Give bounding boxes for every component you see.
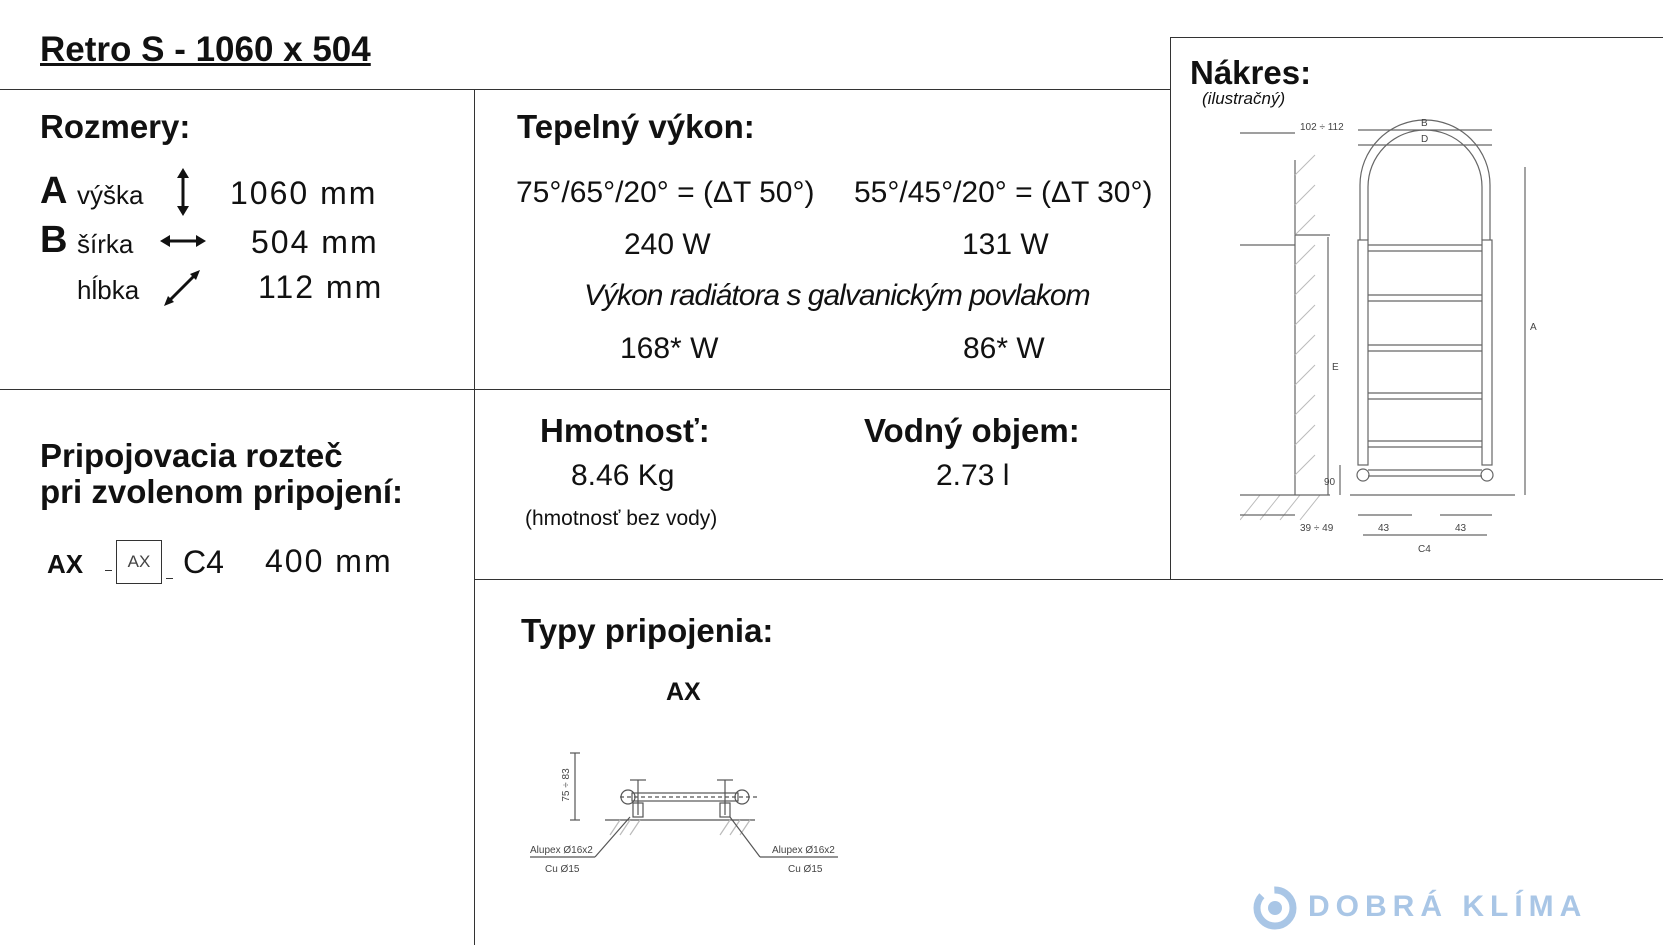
dimensions-heading: Rozmery: (40, 108, 191, 145)
dobra-klima-logo-text: DOBRÁ KLÍMA (1308, 890, 1588, 923)
dimension-value-width: 504 mm (251, 224, 379, 260)
connection-heading-line1: Pripojovacia rozteč (40, 437, 343, 474)
weight-value: 8.46 Kg (571, 459, 675, 492)
heat-col2-value: 131 W (962, 228, 1049, 261)
ax-connection-diagram (520, 745, 850, 880)
galvanic-output-label: Výkon radiátora s galvanickým povlakom (584, 279, 1090, 312)
connection-value: 400 mm (265, 543, 393, 579)
ax-diagram-right-pipe2: Cu Ø15 (788, 864, 823, 875)
connection-c4-label: C4 (183, 544, 224, 580)
ax-diagram-height-label: 75 ÷ 83 (561, 768, 572, 802)
connection-code: AX (47, 549, 84, 579)
horizontal-arrow-icon (160, 230, 206, 252)
heat-col1-label: 75°/65°/20° = (ΔT 50°) (516, 176, 815, 209)
drawing-label-43-right: 43 (1455, 523, 1467, 534)
galvanic-col2-value: 86* W (963, 332, 1045, 365)
drawing-label-offset: 39 ÷ 49 (1300, 523, 1334, 534)
drawing-label-43-left: 43 (1378, 523, 1390, 534)
connection-type-name: AX (666, 678, 701, 706)
drawing-label-depth: 102 ÷ 112 (1300, 122, 1344, 133)
drawing-left-rule (1170, 37, 1171, 579)
connection-box-dash-left (105, 570, 112, 571)
dimension-value-height: 1060 mm (230, 175, 378, 211)
drawing-top-rule (1170, 37, 1663, 38)
water-volume-value: 2.73 l (936, 459, 1010, 492)
ax-diagram-right-pipe1: Alupex Ø16x2 (772, 845, 835, 856)
drawing-heading: Nákres: (1190, 54, 1312, 91)
title-underline-rule (0, 89, 1170, 90)
galvanic-col1-value: 168* W (620, 332, 719, 365)
drawing-label-a: A (1530, 322, 1537, 333)
connection-type-box: AX (116, 540, 162, 584)
diagonal-arrow-icon (162, 268, 202, 308)
drawing-label-d: D (1421, 134, 1429, 145)
heat-output-heading: Tepelný výkon: (517, 108, 755, 145)
weight-heading: Hmotnosť: (540, 412, 710, 449)
heat-col1-value: 240 W (624, 228, 711, 261)
dobra-klima-logo-icon (1252, 885, 1298, 931)
drawing-label-90: 90 (1324, 477, 1336, 488)
middle-row-rule (0, 389, 1170, 390)
drawing-subheading: (ilustračný) (1202, 89, 1286, 108)
water-volume-heading: Vodný objem: (864, 412, 1080, 449)
dimension-letter-a: A (40, 170, 68, 212)
drawing-label-b: B (1421, 118, 1428, 129)
connection-heading-line2: pri zvolenom pripojení: (40, 473, 404, 510)
radiator-technical-drawing (1240, 115, 1600, 575)
types-top-rule (474, 579, 1663, 580)
drawing-label-c4: C4 (1418, 544, 1431, 555)
connection-types-heading: Typy pripojenia: (521, 612, 774, 649)
connection-box-dash-right (166, 578, 173, 579)
dimension-label-height: výška (77, 180, 144, 210)
ax-diagram-left-pipe1: Alupex Ø16x2 (530, 845, 593, 856)
page-title: Retro S - 1060 x 504 (40, 30, 371, 69)
dimension-label-width: šírka (77, 229, 134, 259)
heat-col2-label: 55°/45°/20° = (ΔT 30°) (854, 176, 1153, 209)
weight-note: (hmotnosť bez vody) (525, 507, 718, 530)
left-column-rule (474, 89, 475, 945)
dimension-letter-b: B (40, 219, 68, 261)
dimension-value-depth: 112 mm (258, 269, 384, 305)
dimension-label-depth: hĺbka (77, 275, 140, 305)
drawing-label-e: E (1332, 362, 1339, 373)
ax-diagram-left-pipe2: Cu Ø15 (545, 864, 580, 875)
vertical-arrow-icon (172, 168, 194, 216)
